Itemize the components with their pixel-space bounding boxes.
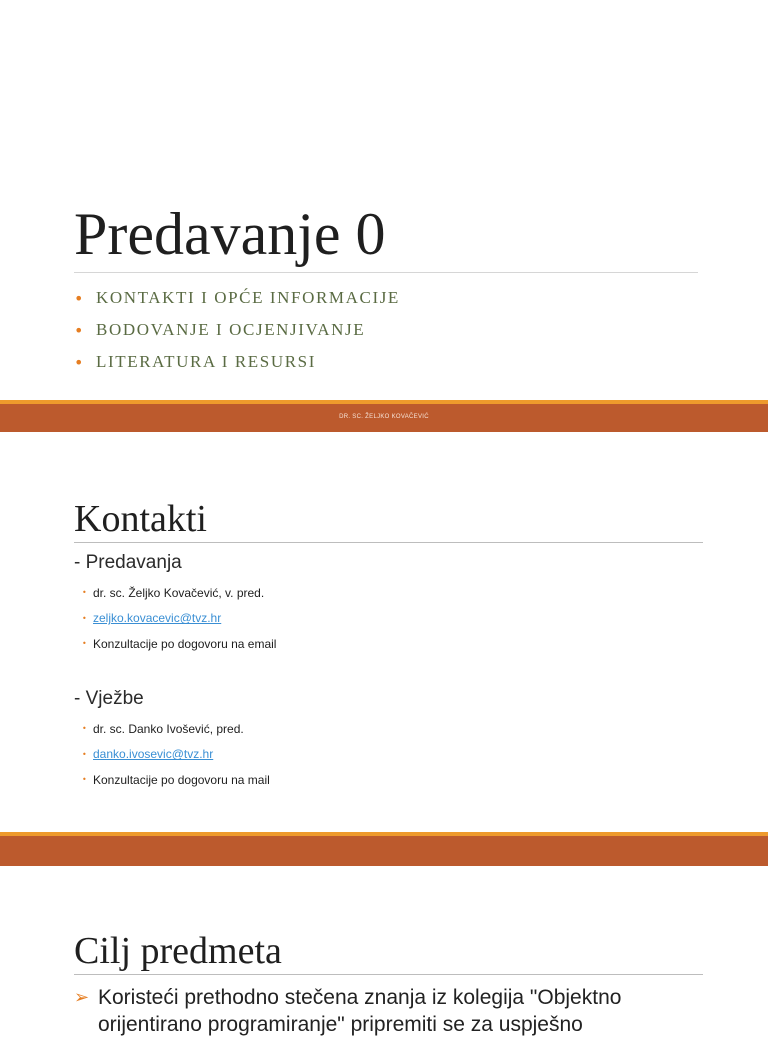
course-goal-heading: Cilj predmeta xyxy=(74,930,282,972)
title-divider xyxy=(74,542,703,543)
exercises-heading: - Vježbe xyxy=(74,688,144,709)
contacts-heading: Kontakti xyxy=(74,498,207,540)
lecturer-name: dr. sc. Željko Kovačević, v. pred. xyxy=(93,585,265,600)
bullet-icon: • xyxy=(82,639,87,649)
slide-footer-band xyxy=(0,832,768,866)
bullet-icon: • xyxy=(74,352,84,372)
slide-contacts xyxy=(0,432,768,832)
list-item xyxy=(82,767,270,793)
lectures-heading: - Predavanja xyxy=(74,552,182,573)
bullet-icon: • xyxy=(74,288,84,308)
title-divider xyxy=(74,974,703,975)
lecturer-email-link[interactable]: zeljko.kovacevic@tvz.hr xyxy=(93,611,222,626)
agenda-item xyxy=(74,346,400,378)
agenda-item xyxy=(74,314,400,346)
list-item xyxy=(82,606,276,632)
bullet-icon: • xyxy=(82,724,87,734)
lectures-contact-list xyxy=(82,580,276,657)
agenda-item-label: LITERATURA I RESURSI xyxy=(96,352,316,371)
agenda-item xyxy=(74,282,400,314)
arrow-bullet-icon: ➢ xyxy=(74,987,90,1008)
assistant-name: dr. sc. Danko Ivošević, pred. xyxy=(93,721,244,736)
consultation-note: Konzultacije po dogovoru na email xyxy=(93,636,277,651)
exercises-contact-list xyxy=(82,716,270,793)
slide-course-goal xyxy=(0,866,768,1036)
list-item xyxy=(82,631,276,657)
slide-title xyxy=(0,0,768,400)
slide-footer-band xyxy=(0,400,768,432)
agenda-item-label: BODOVANJE I OCJENJIVANJE xyxy=(96,320,366,339)
agenda-list xyxy=(74,282,400,378)
list-item xyxy=(82,716,270,742)
bullet-icon: • xyxy=(82,749,87,759)
list-item xyxy=(82,742,270,768)
assistant-email-link[interactable]: danko.ivosevic@tvz.hr xyxy=(93,747,214,762)
goal-text: Koristeći prethodno stečena znanja iz kolegija "Objektno orijentirano programiranje" pripremiti se za uspješno xyxy=(98,986,622,1036)
slide-title-heading: Predavanje 0 xyxy=(74,201,386,267)
footer-author: DR. SC. ŽELJKO KOVAČEVIĆ xyxy=(339,414,429,420)
title-divider xyxy=(74,272,698,273)
list-item xyxy=(74,984,714,1038)
goal-list xyxy=(74,984,714,1038)
bullet-icon: • xyxy=(74,320,84,340)
agenda-item-label: KONTAKTI I OPĆE INFORMACIJE xyxy=(96,288,400,307)
list-item xyxy=(82,580,276,606)
bullet-icon: • xyxy=(82,613,87,623)
bullet-icon: • xyxy=(82,775,87,785)
bullet-icon: • xyxy=(82,588,87,598)
consultation-note: Konzultacije po dogovoru na mail xyxy=(93,772,270,787)
